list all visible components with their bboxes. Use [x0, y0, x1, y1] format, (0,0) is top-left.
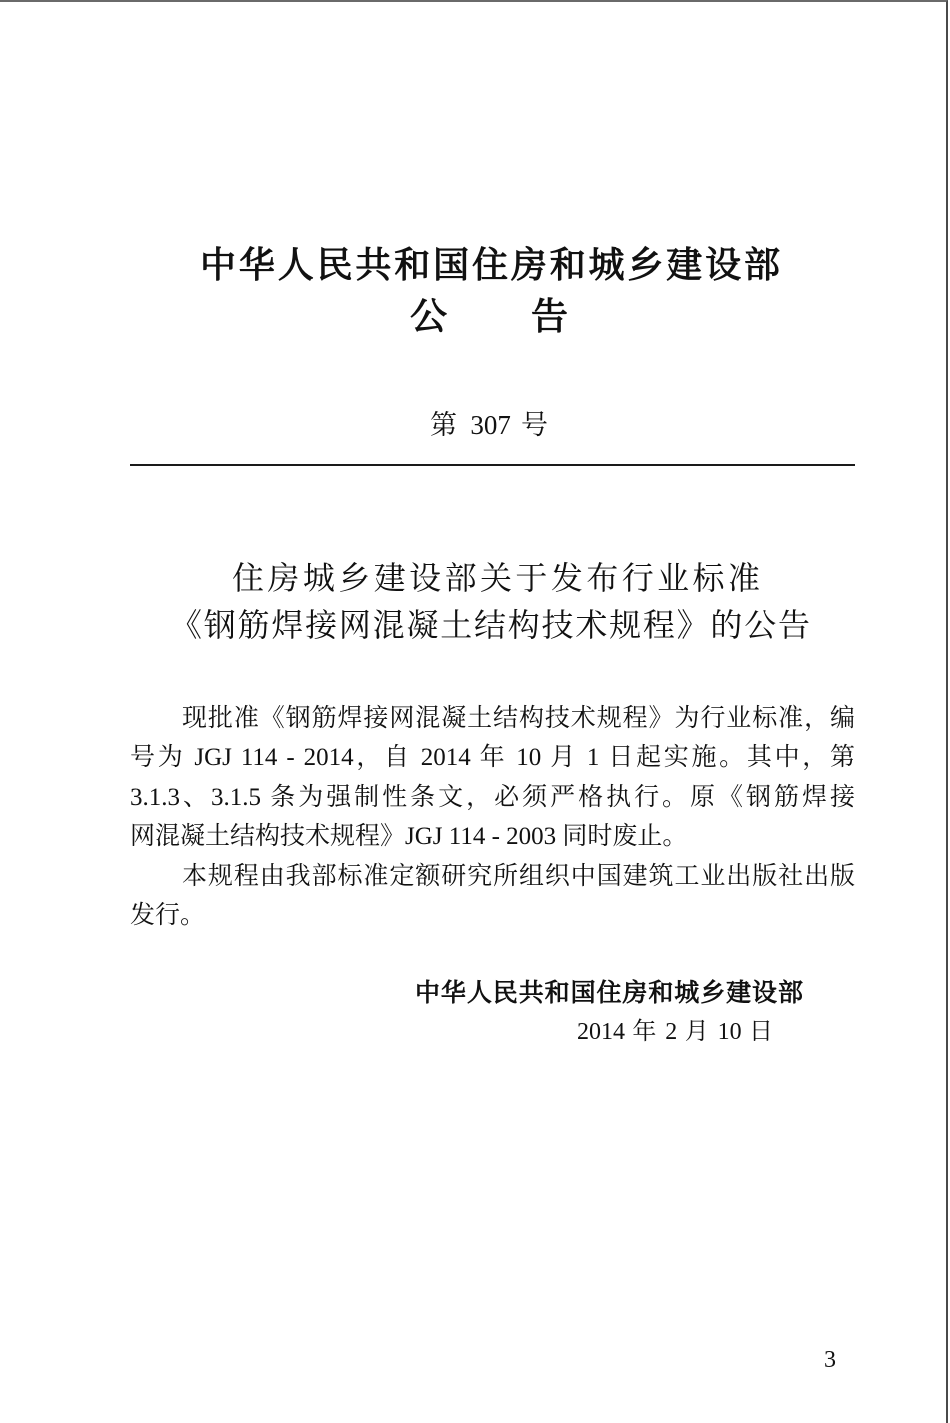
body-paragraph-1-line-4: 网混凝土结构技术规程》JGJ 114 - 2003 同时废止。	[130, 823, 688, 851]
page-number: 3	[824, 1347, 836, 1373]
body-paragraph-1-line-2: 号为 JGJ 114 - 2014，自 2014 年 10 月 1 日起实施。其中，第	[130, 744, 855, 772]
body-paragraph-2-line-1: 本规程由我部标准定额研究所组织中国建筑工业出版社出版	[182, 862, 855, 890]
body-paragraph-2-line-2: 发行。	[130, 901, 206, 929]
signature-date: 2014 年 2 月 10 日	[577, 1019, 773, 1045]
notice-number: 第 307 号	[430, 410, 548, 440]
notice-body	[130, 699, 855, 935]
header-divider	[130, 464, 855, 466]
body-paragraph-1-line-1: 现批准《钢筋焊接网混凝土结构技术规程》为行业标准，编	[182, 705, 855, 732]
body-paragraph-1-line-3: 3.1.3、3.1.5 条为强制性条文，必须严格执行。原《钢筋焊接	[130, 783, 855, 811]
announcement-heading: 公 告	[410, 297, 568, 338]
notice-title-line-1: 住房城乡建设部关于发布行业标准	[232, 560, 760, 596]
notice-title-line-2: 《钢筋焊接网混凝土结构技术规程》的公告	[170, 607, 810, 643]
signature-issuer: 中华人民共和国住房和城乡建设部	[415, 979, 803, 1007]
ministry-title: 中华人民共和国住房和城乡建设部	[200, 245, 780, 285]
